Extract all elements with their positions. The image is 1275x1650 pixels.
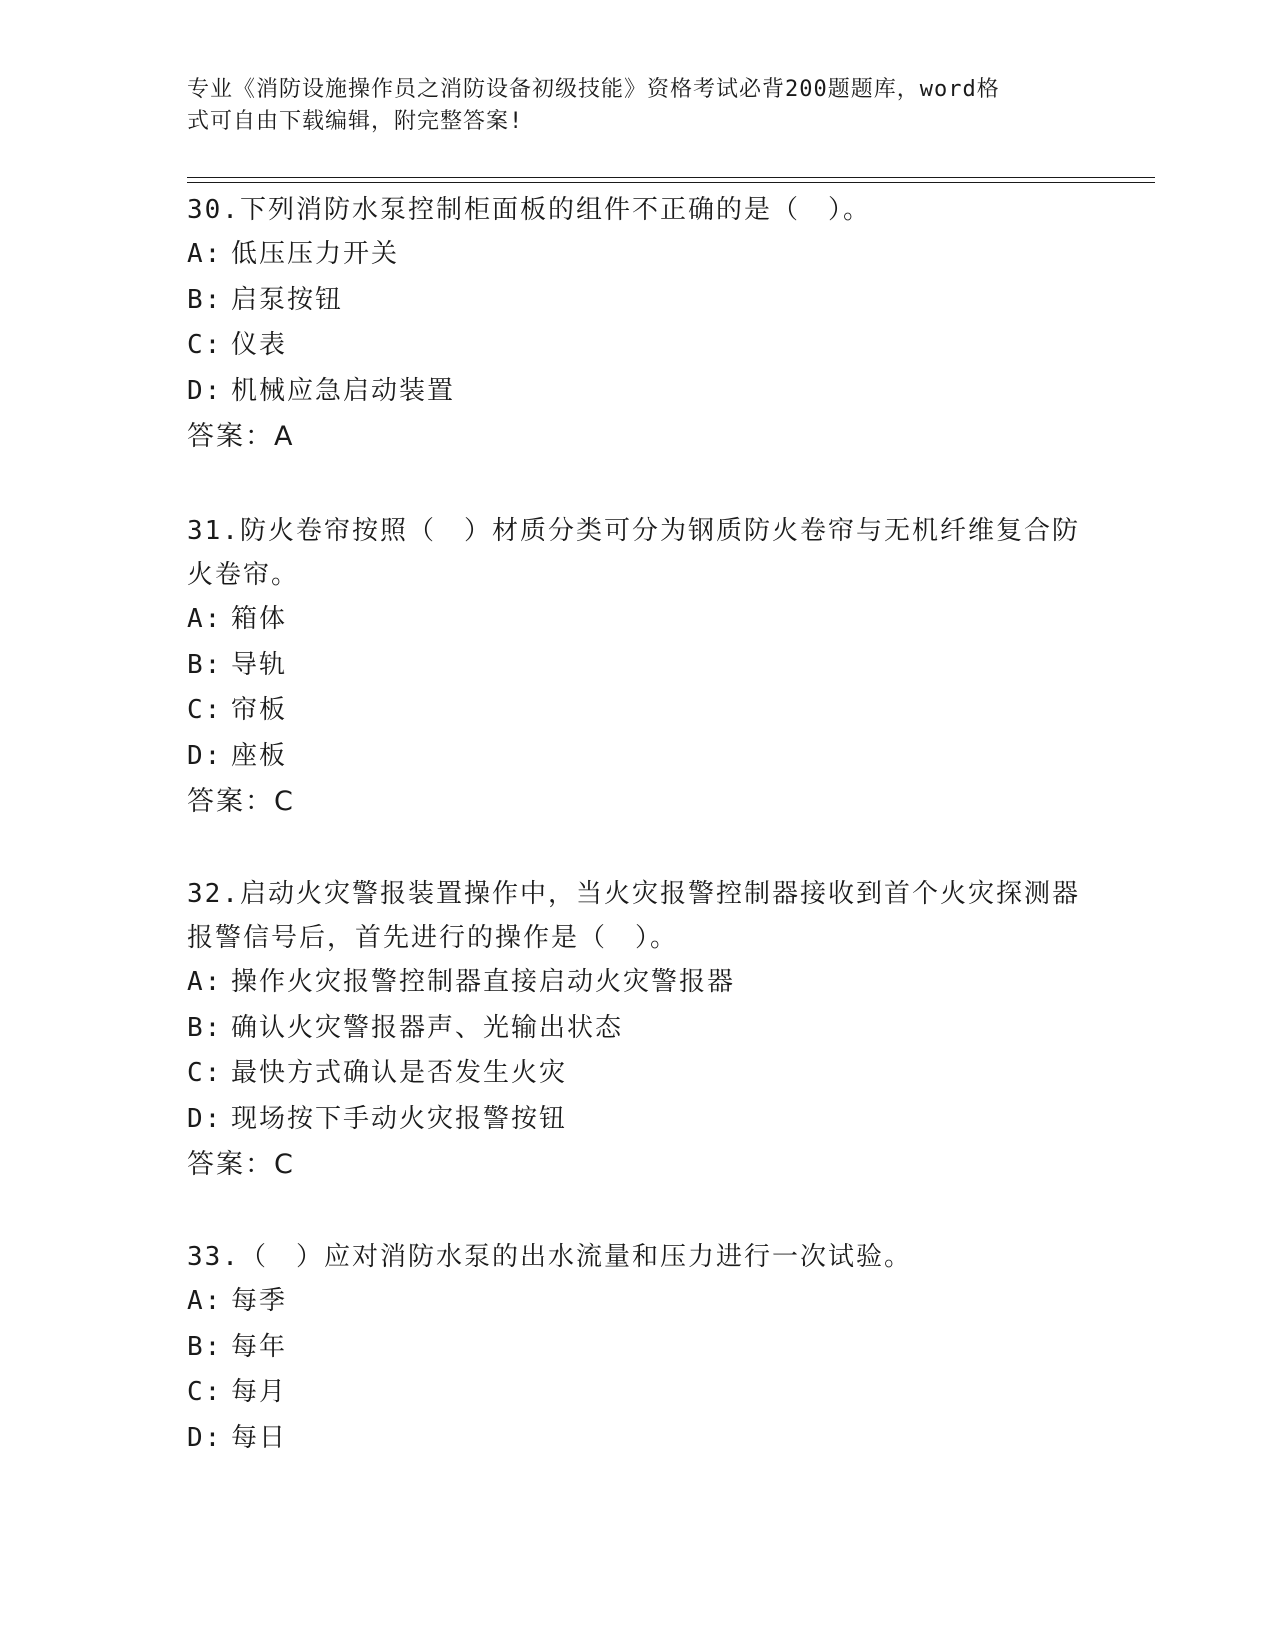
- option-c: [187, 323, 1087, 369]
- option-b: [187, 278, 1087, 324]
- option-letter: A:: [187, 239, 223, 269]
- option-a: [187, 232, 1087, 278]
- option-letter: D:: [187, 1422, 223, 1453]
- option-text: 每年: [231, 1331, 288, 1362]
- option-c: [187, 688, 1087, 734]
- option-letter: C:: [187, 1058, 223, 1089]
- option-letter: D:: [187, 375, 223, 406]
- option-c: [187, 1370, 1087, 1416]
- question-31: [187, 509, 1087, 824]
- question-stem: 31.防火卷帘按照（ ）材质分类可分为钢质防火卷帘与无机纤维复合防火卷帘。: [187, 516, 1080, 590]
- option-letter: D:: [187, 1103, 223, 1134]
- option-b: [187, 643, 1087, 689]
- option-letter: A:: [187, 1286, 223, 1316]
- option-d: [187, 1416, 1087, 1462]
- option-text: 帘板: [231, 695, 288, 726]
- option-text: 机械应急启动装置: [231, 375, 456, 406]
- option-letter: B:: [187, 649, 223, 680]
- header-divider-bottom: [187, 182, 1155, 183]
- option-d: [187, 734, 1087, 780]
- option-text: 低压压力开关: [231, 239, 400, 269]
- option-b: [187, 1325, 1087, 1371]
- option-text: 启泵按钮: [231, 284, 344, 315]
- option-a: [187, 1279, 1087, 1325]
- option-text: 座板: [231, 740, 288, 771]
- answer-label: 答案：C: [187, 786, 295, 818]
- option-text: 确认火灾警报器声、光输出状态: [231, 1012, 624, 1043]
- question-stem: 33.（ ）应对消防水泵的出水流量和压力进行一次试验。: [187, 1242, 912, 1272]
- option-text: 导轨: [231, 649, 288, 680]
- option-letter: C:: [187, 695, 223, 726]
- question-32: [187, 872, 1087, 1187]
- option-a: [187, 960, 1087, 1006]
- option-letter: B:: [187, 1012, 223, 1043]
- option-text: 操作火灾报警控制器直接启动火灾警报器: [231, 967, 736, 997]
- document-intro: [187, 74, 1067, 138]
- intro-line-1: 专业《消防设施操作员之消防设备初级技能》资格考试必背200题题库，word格: [187, 77, 1000, 102]
- option-text: 箱体: [231, 604, 288, 634]
- answer-label: 答案：C: [187, 1149, 295, 1181]
- option-text: 最快方式确认是否发生火灾: [231, 1058, 568, 1089]
- option-letter: A:: [187, 604, 223, 634]
- option-letter: C:: [187, 1377, 223, 1408]
- option-c: [187, 1051, 1087, 1097]
- option-d: [187, 1097, 1087, 1143]
- question-stem: 30.下列消防水泵控制柜面板的组件不正确的是（ ）。: [187, 195, 871, 225]
- option-letter: B:: [187, 284, 223, 315]
- option-text: 每月: [231, 1377, 288, 1408]
- question-30: [187, 188, 1087, 459]
- option-letter: C:: [187, 330, 223, 361]
- option-letter: A:: [187, 967, 223, 997]
- option-text: 现场按下手动火灾报警按钮: [231, 1103, 568, 1134]
- option-text: 每季: [231, 1286, 288, 1316]
- option-b: [187, 1006, 1087, 1052]
- option-text: 每日: [231, 1422, 288, 1453]
- option-d: [187, 369, 1087, 415]
- intro-line-2: 式可自由下载编辑，附完整答案!: [187, 109, 524, 134]
- option-a: [187, 597, 1087, 643]
- question-33: [187, 1235, 1087, 1461]
- option-letter: D:: [187, 740, 223, 771]
- question-stem: 32.启动火灾警报装置操作中，当火灾报警控制器接收到首个火灾探测器报警信号后，首先进行的操作是（ ）。: [187, 879, 1080, 953]
- answer-label: 答案：A: [187, 421, 295, 453]
- option-letter: B:: [187, 1331, 223, 1362]
- header-divider-top: [187, 177, 1155, 178]
- option-text: 仪表: [231, 330, 288, 361]
